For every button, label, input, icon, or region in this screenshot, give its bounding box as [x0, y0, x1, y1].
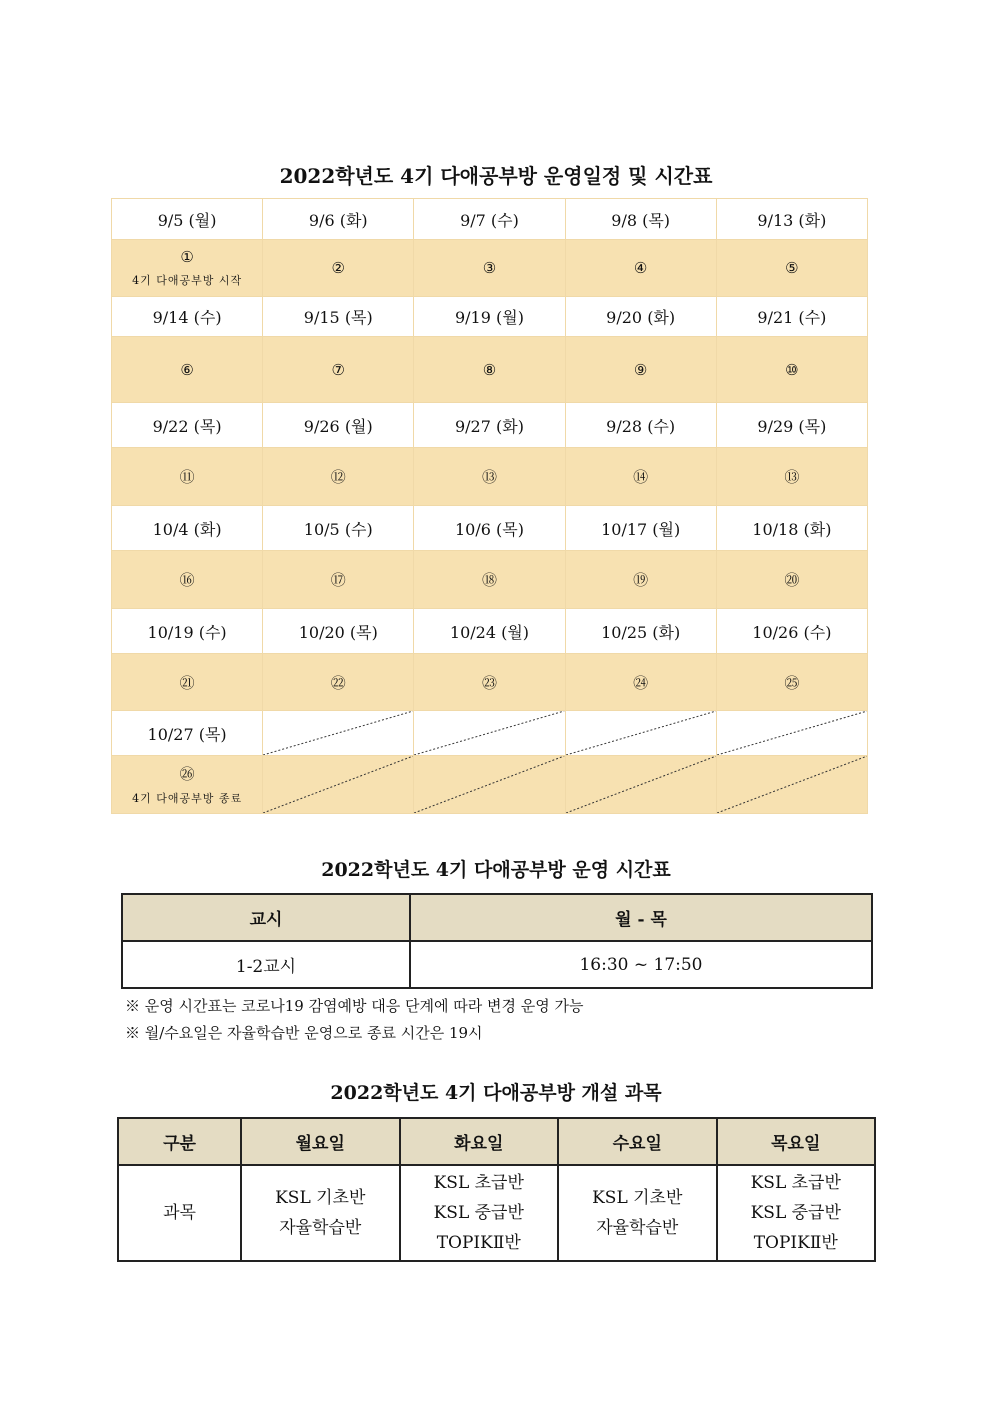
session-cell [414, 240, 565, 297]
session-number: ⑨ [633, 360, 648, 379]
session-cell [414, 448, 565, 506]
course-item: TOPIKⅡ반 [753, 1233, 838, 1253]
session-number: ㉔ [633, 673, 649, 692]
session-number: ⑪ [179, 468, 195, 486]
session-cell [112, 448, 263, 506]
course-item: KSL 기초반 [275, 1188, 366, 1208]
date-cell: 9/5 (월) [112, 199, 263, 240]
date-cell: 10/20 (목) [263, 609, 414, 654]
session-number: ② [331, 259, 345, 277]
session-cell [716, 337, 867, 403]
timetable-note: ※ 운영 시간표는 코로나19 감염예방 대응 단계에 따라 변경 운영 가능 [125, 997, 584, 1015]
session-number: ⑦ [331, 360, 345, 379]
date-row [112, 403, 868, 448]
schedule-title: 2022학년도 4기 다애공부방 운영일정 및 시간표 [279, 164, 713, 188]
period-header: 교시 [122, 894, 410, 941]
date-cell: 9/7 (수) [414, 199, 565, 240]
session-cell [414, 337, 565, 403]
session-cell [112, 756, 263, 814]
date-cell: 9/29 (목) [716, 403, 867, 448]
thursday-courses [717, 1165, 876, 1261]
session-number: ⑧ [482, 360, 497, 379]
session-number: ⑬ [784, 468, 800, 486]
session-number: ⑯ [179, 571, 195, 589]
date-cell: 10/17 (월) [565, 506, 716, 551]
thursday-header: 목요일 [717, 1118, 876, 1165]
course-item: KSL 중급반 [750, 1203, 841, 1223]
session-row [112, 756, 868, 814]
session-cell [112, 240, 263, 297]
monday-header: 월요일 [241, 1118, 400, 1165]
time-cell: 16:30 ~ 17:50 [410, 941, 872, 988]
session-cell [112, 551, 263, 609]
session-cell [263, 654, 414, 711]
session-cell [565, 654, 716, 711]
wednesday-header: 수요일 [558, 1118, 717, 1165]
session-number: ㉑ [179, 673, 195, 692]
session-number: ⑤ [785, 259, 799, 277]
session-cell [263, 551, 414, 609]
date-cell: 9/19 (월) [414, 297, 565, 337]
timetable-note: ※ 월/수요일은 자율학습반 운영으로 종료 시간은 19시 [125, 1024, 483, 1042]
session-number: ⑱ [481, 571, 497, 589]
date-cell: 10/18 (화) [716, 506, 867, 551]
date-cell: 9/22 (목) [112, 403, 263, 448]
session-number: ㉓ [481, 673, 497, 692]
session-cell [414, 551, 565, 609]
date-row [112, 199, 868, 240]
session-cell [565, 448, 716, 506]
date-cell: 10/27 (목) [112, 711, 263, 756]
session-cell [565, 240, 716, 297]
session-number: ⑳ [784, 571, 800, 589]
session-row [112, 337, 868, 403]
monday-courses [241, 1165, 400, 1261]
wednesday-courses [558, 1165, 717, 1261]
date-cell: 9/21 (수) [716, 297, 867, 337]
session-cell [414, 654, 565, 711]
row-label: 과목 [118, 1165, 241, 1261]
date-cell: 9/8 (목) [565, 199, 716, 240]
empty-cell [414, 756, 565, 814]
course-item: KSL 초급반 [433, 1173, 524, 1193]
course-item: KSL 중급반 [433, 1203, 524, 1223]
timetable-header-row [122, 894, 872, 941]
date-cell: 10/24 (월) [414, 609, 565, 654]
date-cell: 10/6 (목) [414, 506, 565, 551]
date-cell: 10/4 (화) [112, 506, 263, 551]
session-number: ⑫ [330, 468, 346, 486]
empty-cell [716, 711, 867, 756]
session-cell [112, 654, 263, 711]
end-note: 4기 다애공부방 종료 [132, 792, 243, 805]
timetable-title: 2022학년도 4기 다애공부방 운영 시간표 [321, 859, 671, 881]
date-row [112, 506, 868, 551]
course-item: KSL 기초반 [592, 1188, 683, 1208]
date-cell: 9/14 (수) [112, 297, 263, 337]
session-row [112, 448, 868, 506]
empty-cell [565, 711, 716, 756]
session-cell [565, 337, 716, 403]
session-row [112, 551, 868, 609]
courses-title: 2022학년도 4기 다애공부방 개설 과목 [330, 1082, 662, 1104]
category-header: 구분 [118, 1118, 241, 1165]
session-cell [263, 448, 414, 506]
courses-row [118, 1165, 875, 1261]
session-number: ㉖ [179, 765, 195, 783]
empty-cell [716, 756, 867, 814]
session-cell [716, 654, 867, 711]
date-cell: 10/5 (수) [263, 506, 414, 551]
date-cell: 10/19 (수) [112, 609, 263, 654]
date-cell: 9/27 (화) [414, 403, 565, 448]
date-cell: 9/13 (화) [716, 199, 867, 240]
session-number: ⑬ [481, 468, 497, 486]
schedule-table [111, 198, 868, 814]
session-cell [716, 240, 867, 297]
start-note: 4기 다애공부방 시작 [132, 274, 243, 287]
empty-cell [263, 711, 414, 756]
session-row [112, 654, 868, 711]
course-item: 자율학습반 [279, 1218, 362, 1238]
session-number: ⑭ [633, 468, 649, 486]
session-cell [112, 337, 263, 403]
session-number: ㉒ [330, 673, 346, 692]
session-cell [263, 240, 414, 297]
courses-header-row [118, 1118, 875, 1165]
course-item: KSL 초급반 [750, 1173, 841, 1193]
session-number: ⑲ [633, 571, 649, 589]
session-row [112, 240, 868, 297]
session-number: ④ [633, 259, 648, 277]
timetable [121, 893, 873, 989]
session-cell [716, 448, 867, 506]
date-cell: 9/15 (목) [263, 297, 414, 337]
timetable-row [122, 941, 872, 988]
tuesday-courses [400, 1165, 559, 1261]
session-number: ㉕ [784, 673, 800, 692]
session-number: ① [180, 248, 194, 266]
session-cell [263, 337, 414, 403]
session-number: ⑰ [330, 571, 346, 589]
course-item: TOPIKⅡ반 [436, 1233, 521, 1253]
session-number: ⑥ [180, 360, 194, 379]
date-row [112, 297, 868, 337]
date-cell: 9/6 (화) [263, 199, 414, 240]
date-row [112, 609, 868, 654]
empty-cell [414, 711, 565, 756]
course-item: 자율학습반 [596, 1218, 679, 1238]
date-row [112, 711, 868, 756]
date-cell: 10/25 (화) [565, 609, 716, 654]
session-number: ③ [482, 259, 497, 277]
period-cell: 1-2교시 [122, 941, 410, 988]
empty-cell [565, 756, 716, 814]
empty-cell [263, 756, 414, 814]
days-header: 월 - 목 [410, 894, 872, 941]
session-number: ⑩ [785, 360, 799, 379]
date-cell: 9/28 (수) [565, 403, 716, 448]
session-cell [565, 551, 716, 609]
tuesday-header: 화요일 [400, 1118, 559, 1165]
session-cell [716, 551, 867, 609]
date-cell: 10/26 (수) [716, 609, 867, 654]
courses-table [117, 1117, 876, 1262]
date-cell: 9/20 (화) [565, 297, 716, 337]
date-cell: 9/26 (월) [263, 403, 414, 448]
